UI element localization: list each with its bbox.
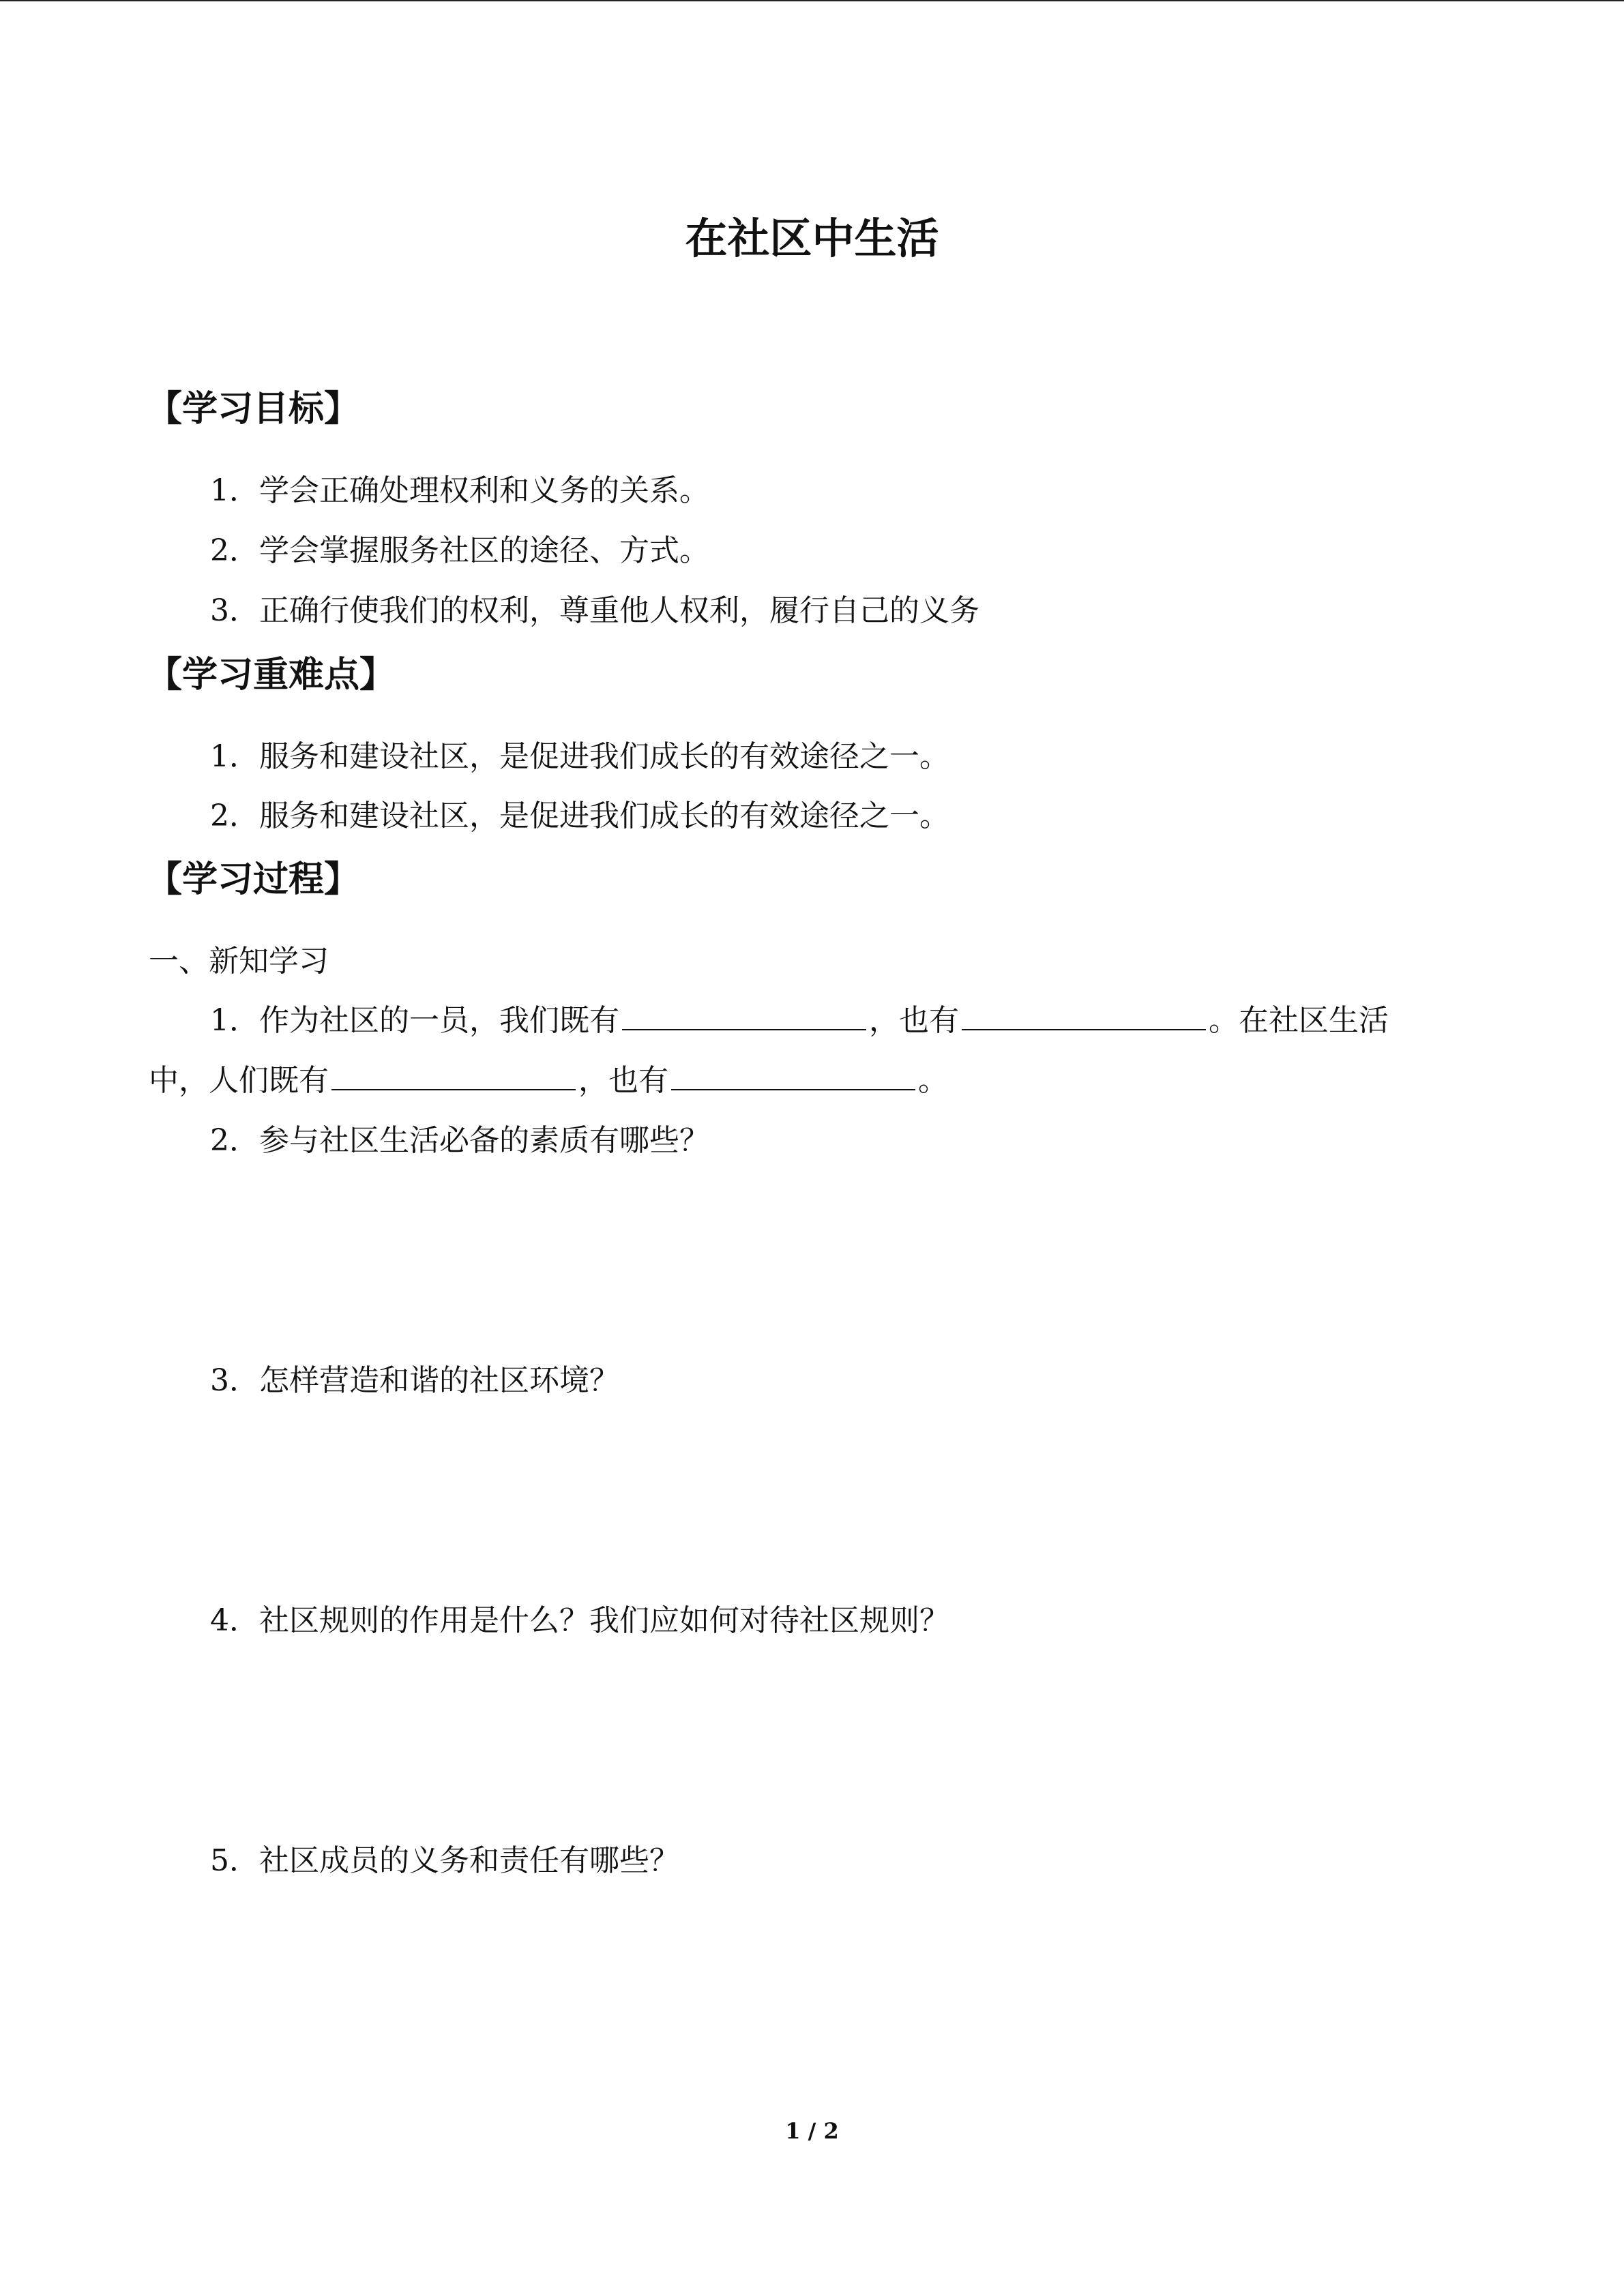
question-1-text-d: 中，人们既有 bbox=[149, 1063, 329, 1098]
fill-blank-1[interactable] bbox=[622, 1002, 866, 1030]
question-1-text-c: 。在社区生活 bbox=[1209, 1003, 1389, 1038]
fill-blank-2[interactable] bbox=[962, 1002, 1206, 1030]
page-number: 1 / 2 bbox=[785, 2118, 839, 2144]
key-point-item-2: 2．服务和建设社区，是促进我们成长的有效途径之一。 bbox=[210, 799, 949, 833]
fill-blank-4[interactable] bbox=[671, 1062, 915, 1090]
question-1-line-1 bbox=[210, 997, 1389, 1045]
section-heading-key-points: 【学习重难点】 bbox=[147, 655, 396, 696]
question-1-text-b: ，也有 bbox=[869, 1003, 959, 1038]
question-3: 3．怎样营造和谐的社区环境？ bbox=[210, 1363, 619, 1398]
fill-blank-3[interactable] bbox=[331, 1062, 576, 1090]
section-heading-process: 【学习过程】 bbox=[147, 859, 360, 900]
question-1-line-2 bbox=[149, 1057, 948, 1105]
section-heading-goals: 【学习目标】 bbox=[147, 389, 360, 430]
question-1-text-a: 1．作为社区的一员，我们既有 bbox=[210, 1003, 619, 1038]
page-title: 在社区中生活 bbox=[685, 213, 939, 263]
question-2: 2．参与社区生活必备的素质有哪些？ bbox=[210, 1123, 709, 1158]
question-5: 5．社区成员的义务和责任有哪些？ bbox=[210, 1843, 679, 1878]
page-top-border bbox=[0, 0, 1624, 1]
goal-item-1: 1．学会正确处理权利和义务的关系。 bbox=[210, 473, 709, 508]
question-1-text-f: 。 bbox=[918, 1063, 948, 1098]
question-1-text-e: ，也有 bbox=[578, 1063, 668, 1098]
question-4: 4．社区规则的作用是什么？我们应如何对待社区规则？ bbox=[210, 1603, 949, 1638]
subheading-new-knowledge: 一、新知学习 bbox=[149, 944, 329, 979]
key-point-item-1: 1．服务和建设社区，是促进我们成长的有效途径之一。 bbox=[210, 739, 949, 774]
goal-item-3: 3．正确行使我们的权利，尊重他人权利，履行自己的义务 bbox=[210, 593, 979, 628]
goal-item-2: 2．学会掌握服务社区的途径、方式。 bbox=[210, 533, 709, 568]
